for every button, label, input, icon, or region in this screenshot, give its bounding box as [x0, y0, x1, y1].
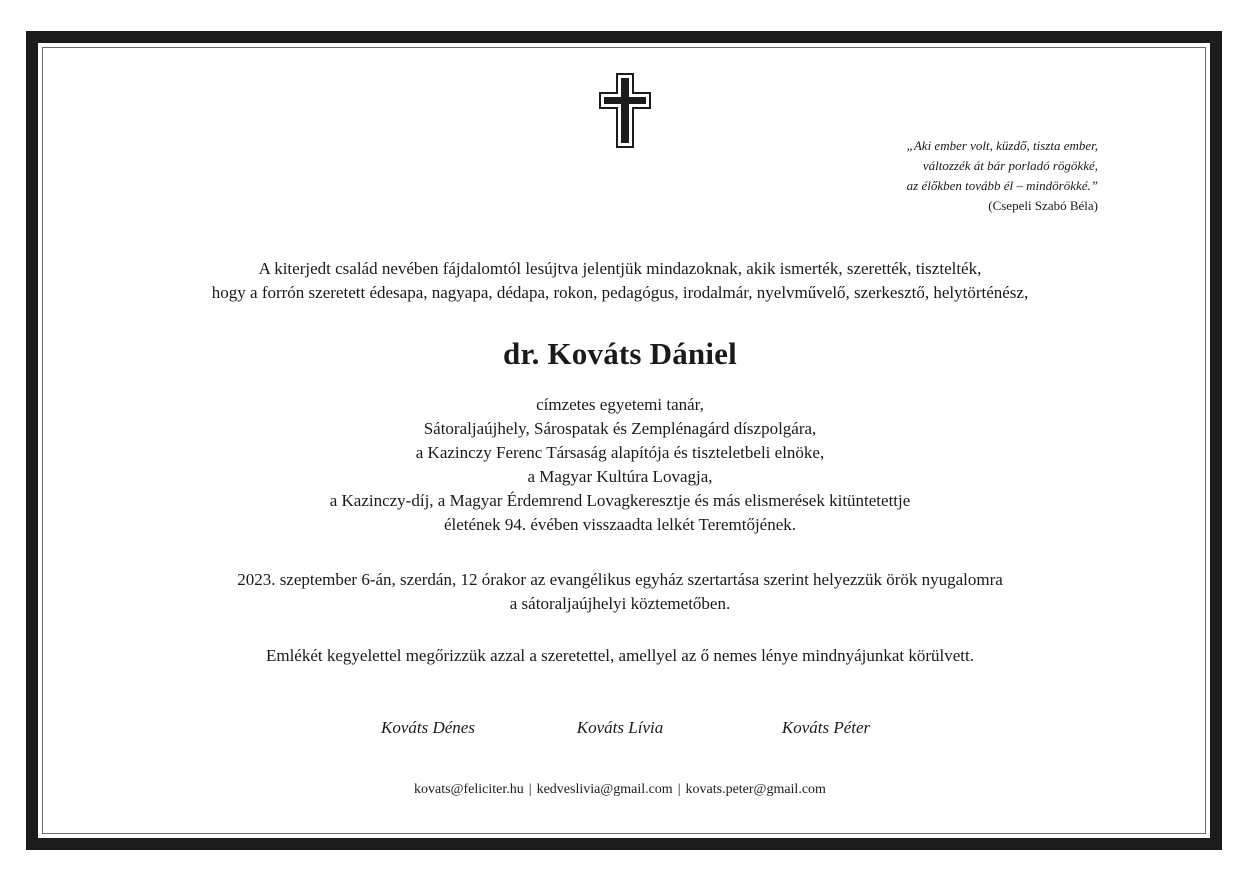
honor-line: a Kazinczy Ferenc Társaság alapítója és tiszteletbeli elnöke, [415, 443, 825, 462]
cross-icon [599, 73, 651, 148]
funeral-details [0, 568, 1240, 616]
honors-list [0, 393, 1240, 537]
announcement-intro [0, 257, 1240, 305]
quote-line: változzék át bár porladó rögökké, [922, 158, 1098, 173]
honor-line: életének 94. évében visszaadta lelkét Teremtőjének. [443, 515, 797, 534]
quote-line: „Aki ember volt, küzdő, tiszta ember, [906, 138, 1098, 153]
funeral-line: a sátoraljaújhelyi köztemetőben. [509, 594, 731, 613]
closing-line: Emlékét kegyelettel megőrizzük azzal a szeretettel, amellyel az ő nemes lénye mindnyájunkat körülvett. [265, 646, 975, 665]
quote-author: (Csepeli Szabó Béla) [988, 198, 1098, 213]
honor-line: Sátoraljaújhely, Sárospatak és Zemplénagárd díszpolgára, [423, 419, 817, 438]
signature-name: Kováts Lívia [576, 718, 664, 737]
intro-line: hogy a forrón szeretett édesapa, nagyapa, dédapa, rokon, pedagógus, irodalmár, nyelvművelő, szerkesztő, helytörténész, [211, 283, 1029, 302]
email-link[interactable]: kovats.peter@gmail.com [685, 782, 826, 797]
quote-line: az élőkben tovább él – mindörökké.” [906, 178, 1098, 193]
honor-line: a Magyar Kultúra Lovagja, [527, 467, 713, 486]
funeral-line: 2023. szeptember 6-án, szerdán, 12 órakor az evangélikus egyház szertartása szerint helyezzük örök nyugalomra [237, 570, 1003, 589]
honor-line: címzetes egyetemi tanár, [536, 395, 704, 414]
deceased-name: dr. Kováts Dániel [503, 336, 737, 371]
email-separator: | [528, 782, 532, 797]
email-link[interactable]: kovats@feliciter.hu [414, 782, 524, 797]
email-link[interactable]: kedveslivia@gmail.com [536, 782, 673, 797]
honor-line: a Kazinczy-díj, a Magyar Érdemrend Lovagkeresztje és más elismerések kitüntetettje [329, 491, 911, 510]
signature-name: Kováts Péter [781, 718, 871, 737]
contact-emails [0, 780, 1240, 800]
intro-line: A kiterjedt család nevében fájdalomtól lesújtva jelentjük mindazoknak, akik ismerték, szerették, tisztelték, [258, 259, 982, 278]
closing-sentence [0, 644, 1240, 668]
signature-name: Kováts Dénes [381, 718, 475, 737]
email-separator: | [677, 782, 681, 797]
memorial-quote [907, 136, 1098, 216]
